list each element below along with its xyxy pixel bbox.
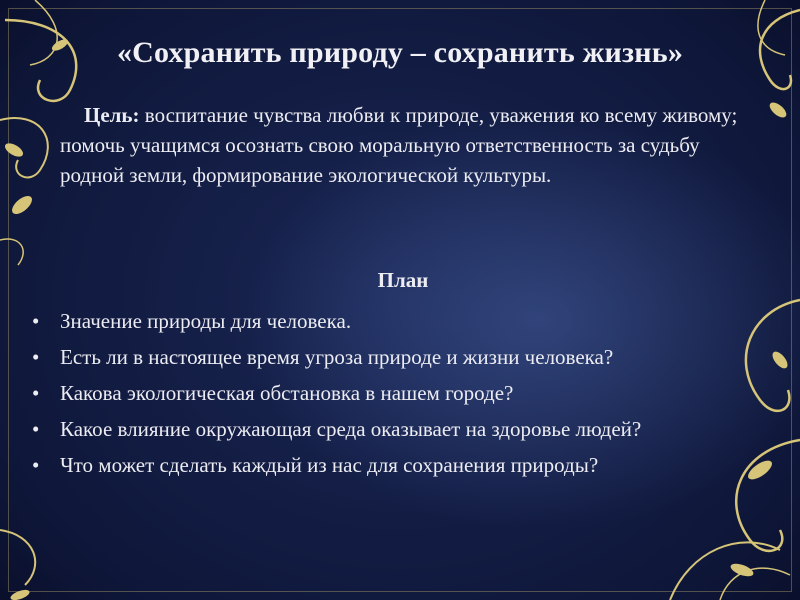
list-item [30, 414, 770, 444]
bullet-icon: • [32, 453, 40, 477]
floral-ornament-bottom-left [0, 490, 80, 600]
goal-text: воспитание чувства любви к природе, уважения ко всему живому; помочь учащимся осознать свою моральную ответственность за судьбу родной земли, формирование экологической культуры. [60, 103, 738, 187]
plan-list [30, 306, 770, 486]
list-item [30, 306, 770, 336]
plan-item-text: Что может сделать каждый из нас для сохранения природы? [60, 453, 599, 477]
bullet-icon: • [32, 381, 40, 405]
list-item [30, 378, 770, 408]
list-item [30, 342, 770, 372]
goal-label: Цель: [84, 103, 140, 127]
list-item [30, 450, 770, 480]
bullet-icon: • [32, 309, 40, 333]
bullet-icon: • [32, 345, 40, 369]
plan-item-text: Какое влияние окружающая среда оказывает на здоровье людей? [60, 417, 642, 441]
plan-item-text: Есть ли в настоящее время угроза природе и жизни человека? [60, 345, 614, 369]
bullet-icon: • [32, 417, 40, 441]
plan-item-text: Какова экологическая обстановка в нашем городе? [60, 381, 514, 405]
plan-item-text: Значение природы для человека. [60, 309, 352, 333]
slide-title: «Сохранить природу – сохранить жизнь» [116, 36, 684, 69]
goal-paragraph [60, 100, 760, 190]
slide-frame [8, 8, 792, 592]
plan-heading: План [377, 268, 429, 292]
